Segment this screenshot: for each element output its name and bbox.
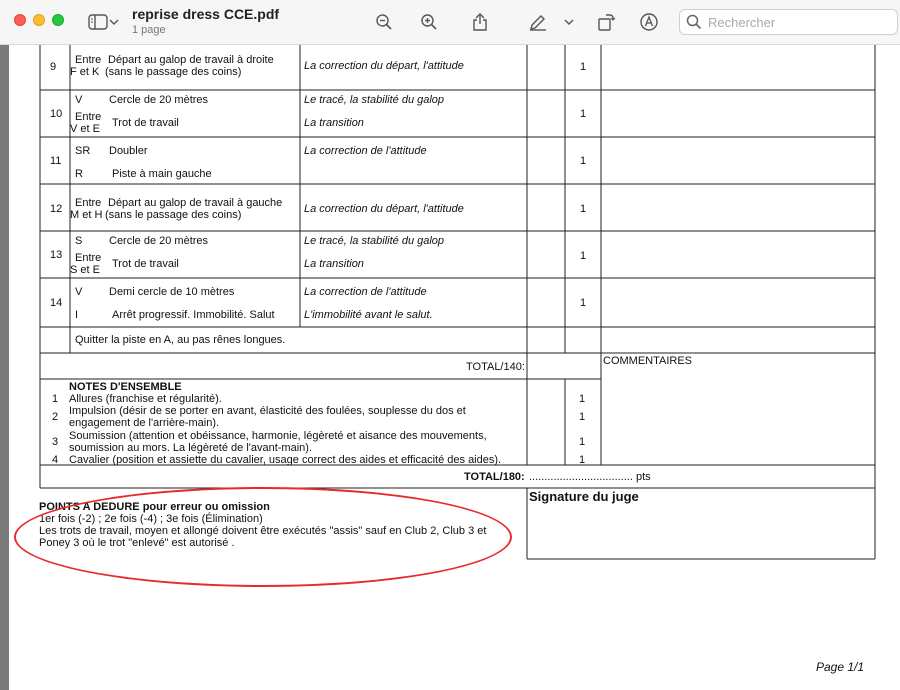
row-location: S et E — [70, 264, 100, 276]
row-criteria: La correction du départ, l'attitude — [304, 203, 464, 215]
zoom-out-icon[interactable] — [373, 11, 395, 33]
row-location: Entre — [75, 252, 102, 264]
row-number: 11 — [50, 155, 62, 167]
note-coefficient: 1 — [579, 436, 586, 448]
row-criteria: La transition — [304, 117, 364, 129]
row-coefficient: 1 — [580, 108, 587, 120]
row-coefficient: 1 — [580, 250, 587, 262]
row-figure: Arrêt progressif. Immobilité. Salut — [112, 309, 275, 321]
annotate-icon[interactable] — [638, 11, 660, 33]
close-window-button[interactable] — [14, 14, 26, 26]
signature-label: Signature du juge — [529, 489, 639, 504]
table-grid — [8, 45, 900, 690]
sidebar-icon[interactable] — [87, 11, 109, 33]
chevron-down-icon[interactable] — [563, 11, 575, 33]
row-figure: Départ au galop de travail à gauche — [108, 197, 283, 209]
total-180-label: TOTAL/180: — [464, 471, 525, 483]
pdf-page[interactable] — [8, 45, 900, 690]
note-number: 3 — [52, 436, 59, 448]
row-figure: Cercle de 20 mètres — [109, 94, 209, 106]
row-number: 14 — [50, 297, 63, 309]
row-criteria: La correction de l'attitude — [304, 286, 427, 298]
note-number: 4 — [52, 454, 59, 466]
minimize-window-button[interactable] — [33, 14, 45, 26]
row-location: V — [75, 286, 83, 298]
deductions-penalties: 1er fois (-2) ; 2e fois (-4) ; 3e fois (Élimination) — [39, 513, 263, 525]
red-ellipse-annotation — [14, 487, 512, 587]
row-location: S — [75, 235, 83, 247]
row-location: I — [75, 309, 79, 321]
sidebar-edge — [0, 45, 8, 690]
row-figure: Départ au galop de travail à droite — [108, 54, 274, 66]
total-180-value: .................................. pts — [529, 471, 651, 483]
note-text: engagement de l'arrière-main). — [69, 417, 220, 429]
row-criteria: Le tracé, la stabilité du galop — [304, 235, 445, 247]
row-location: V et E — [70, 123, 100, 135]
document-title: reprise dress CCE.pdf — [132, 6, 280, 22]
deductions-rule: Poney 3 où le trot "enlevé" est autorisé . — [39, 537, 235, 549]
row-figure: (sans le passage des coins) — [105, 209, 242, 221]
row-figure: Trot de travail — [112, 117, 179, 129]
chevron-down-icon[interactable] — [108, 11, 120, 33]
row-number: 10 — [50, 108, 63, 120]
note-text: Impulsion (désir de se porter en avant, élasticité des foulées, souplesse du dos et — [69, 405, 466, 417]
share-icon[interactable] — [469, 11, 491, 33]
row-figure: Doubler — [109, 145, 148, 157]
deductions-rule: Les trots de travail, moyen et allongé doivent être exécutés "assis" sauf en Club 2, Club 3 et — [39, 525, 487, 537]
row-location: R — [75, 168, 83, 180]
row-location: F et K — [70, 66, 100, 78]
fullscreen-window-button[interactable] — [52, 14, 64, 26]
row-figure: Demi cercle de 10 mètres — [109, 286, 235, 298]
page-number: Page 1/1 — [816, 660, 865, 674]
row-criteria: La transition — [304, 258, 364, 270]
row-criteria: L'immobilité avant le salut. — [304, 309, 433, 321]
note-coefficient: 1 — [579, 411, 586, 423]
total-140-label: TOTAL/140: — [466, 361, 525, 373]
deductions-heading: POINTS A DEDURE pour erreur ou omission — [39, 501, 270, 513]
row-location: Entre — [75, 197, 102, 209]
row-figure: Cercle de 20 mètres — [109, 235, 209, 247]
window-toolbar — [0, 0, 900, 45]
zoom-in-icon[interactable] — [418, 11, 440, 33]
rotate-icon[interactable] — [595, 11, 617, 33]
row-location: Entre — [75, 111, 102, 123]
row-criteria: La correction du départ, l'attitude — [304, 60, 464, 72]
note-coefficient: 1 — [579, 454, 586, 466]
exit-instruction: Quitter la piste en A, au pas rênes longues. — [75, 334, 286, 346]
markup-pen-icon[interactable] — [527, 11, 549, 33]
row-figure: Trot de travail — [112, 258, 179, 270]
row-location: SR — [75, 145, 91, 157]
note-text: Soumission (attention et obéissance, harmonie, légèreté et aisance des mouvements, — [69, 430, 487, 442]
search-input[interactable] — [708, 14, 893, 31]
note-coefficient: 1 — [579, 393, 586, 405]
row-coefficient: 1 — [580, 61, 587, 73]
row-coefficient: 1 — [580, 297, 587, 309]
note-text: Allures (franchise et régularité). — [69, 393, 222, 405]
note-text: soumission au mors. La légèreté de l'avant-main). — [69, 442, 312, 454]
row-location: M et H — [70, 209, 103, 221]
comments-label: COMMENTAIRES — [603, 355, 693, 367]
row-criteria: Le tracé, la stabilité du galop — [304, 94, 445, 106]
notes-heading: NOTES D'ENSEMBLE — [69, 381, 182, 393]
note-number: 2 — [52, 411, 59, 423]
row-number: 9 — [50, 61, 57, 73]
row-figure: (sans le passage des coins) — [105, 66, 242, 78]
note-number: 1 — [52, 393, 59, 405]
row-location: Entre — [75, 54, 102, 66]
search-field[interactable] — [679, 9, 898, 35]
row-number: 12 — [50, 203, 63, 215]
note-text: Cavalier (position et assiette du cavalier, usage correct des aides et efficacité des aides). — [69, 454, 502, 466]
row-criteria: La correction de l'attitude — [304, 145, 427, 157]
row-coefficient: 1 — [580, 155, 587, 167]
row-coefficient: 1 — [580, 203, 587, 215]
document-page-count: 1 page — [132, 24, 166, 36]
search-icon — [686, 14, 702, 35]
row-figure: Piste à main gauche — [112, 168, 212, 180]
row-location: V — [75, 94, 83, 106]
row-number: 13 — [50, 249, 63, 261]
